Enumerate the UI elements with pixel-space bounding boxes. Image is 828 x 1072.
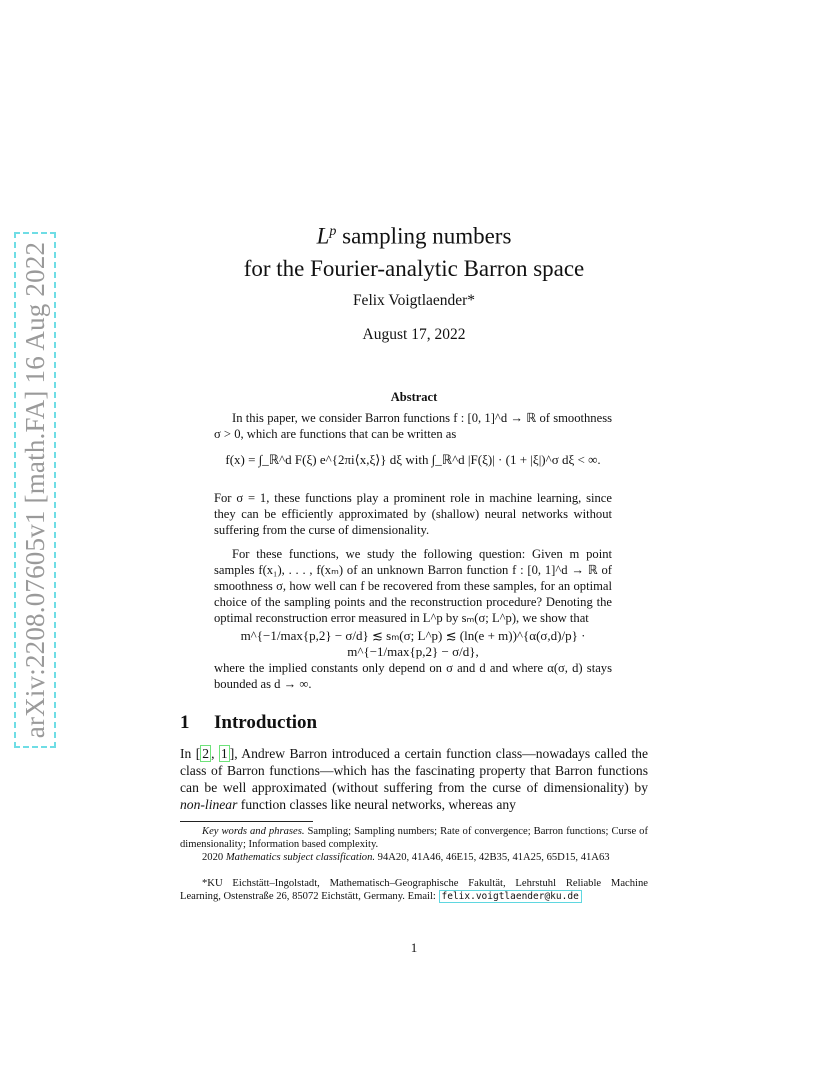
citation-link[interactable]: 2 — [202, 746, 210, 761]
intro-paragraph: In [ 2 , 1 ], Andrew Barron introduced a certain function class—nowadays called the class of Barron functions—which has the fascinating property that Barron functions can be well approximated (without suffering from the curse of dimensionality) by non-linear function classes like neural networks, whereas any — [180, 746, 648, 812]
page-number: 1 — [410, 940, 418, 955]
paper-date: August 17, 2022 — [362, 326, 466, 343]
email-link[interactable]: felix.voigtlaender@ku.de — [439, 890, 582, 903]
footnote-affiliation: *KU Eichstätt–Ingolstadt, Mathematisch–Geographische Fakultät, Lehrstuhl Reliable Machine Learning, Ostenstraße 26, 85072 Eichstätt, Germany. Email: felix.voigtlaender@ku.de — [180, 878, 648, 902]
footnote-msc: 2020 Mathematics subject classification. 94A20, 41A46, 46E15, 42B35, 41A25, 65D15, 41A63 — [202, 852, 610, 863]
arxiv-stamp[interactable]: arXiv:2208.07605v1 [math.FA] 16 Aug 2022 — [14, 232, 56, 748]
section-title: Introduction — [214, 712, 318, 733]
footnote-rule — [180, 821, 313, 822]
footnote-keywords: Key words and phrases. Sampling; Sampling numbers; Rate of convergence; Barron functions; Curse of dimensionality; Information based complexity. — [180, 826, 648, 850]
paper-title — [180, 216, 648, 285]
abstract-equation-1: f(x) = ∫_ℝ^d F(ξ) e^{2πi⟨x,ξ⟩} dξ with ∫_ℝ^d |F(ξ)| · (1 + |ξ|)^σ dξ < ∞. — [225, 452, 601, 467]
section-number: 1 — [180, 712, 190, 733]
title-line-2: for the Fourier-analytic Barron space — [243, 255, 585, 281]
abstract-equation-2: m^{−1/max{p,2} − σ/d} ≲ sₘ(σ; L^p) ≲ (ln(e + m))^{α(σ,d)/p} · m^{−1/max{p,2} − σ/d}, — [240, 628, 586, 659]
author-name: Felix Voigtlaender* — [352, 292, 476, 309]
section-heading — [180, 712, 317, 734]
abstract-paragraph-2: For σ = 1, these functions play a prominent role in machine learning, since they can be efficiently approximated by (shallow) neural networks without suffering from the curse of dimensionality. — [214, 491, 612, 537]
citation-link[interactable]: 1 — [220, 746, 228, 761]
title-line-1: $L^p$ sampling numbers — [316, 223, 512, 249]
abstract-paragraph-3: For these functions, we study the following question: Given m point samples f(x₁), . . . , f(xₘ) of an unknown Barron function f : [0, 1]^d → ℝ of smoothness σ, how well can f be recovered from these samples, for an optimal choice of the sampling points and the reconstruction procedure? Denoting the optimal reconstruction error measured in L^p by sₘ(σ; L^p), we show that — [214, 547, 612, 625]
abstract-paragraph-1: In this paper, we consider Barron functions f : [0, 1]^d → ℝ of smoothness σ > 0, which are functions that can be written as — [214, 411, 612, 441]
abstract-heading: Abstract — [390, 390, 438, 404]
arxiv-stamp-container — [14, 232, 56, 748]
abstract-paragraph-4: where the implied constants only depend on σ and d and where α(σ, d) stays bounded as d → ∞. — [214, 661, 612, 691]
